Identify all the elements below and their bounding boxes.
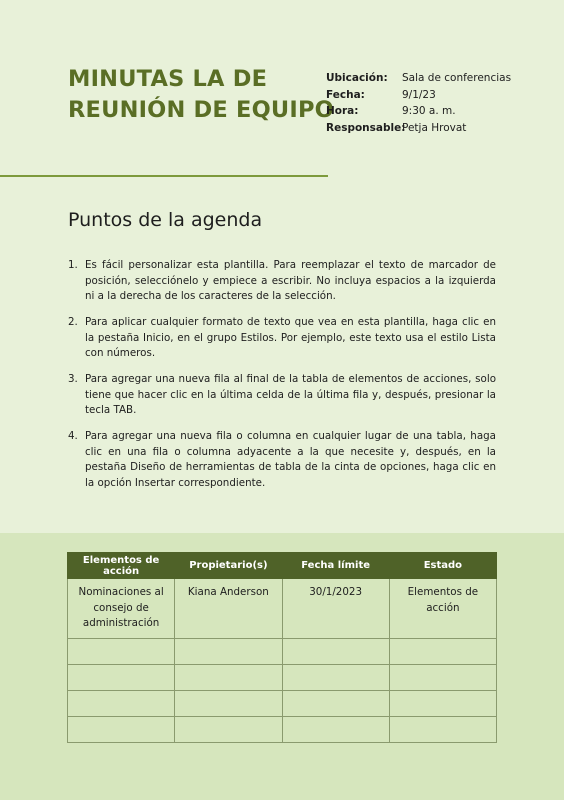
header-status: Estado [389,553,496,579]
table-cell[interactable] [282,638,389,664]
agenda-item [68,372,496,419]
table-cell[interactable] [68,690,175,716]
location-value: Sala de conferencias [402,72,512,84]
agenda-item-number: 1. [68,259,78,271]
header-divider [0,175,328,177]
meta-row-owner [326,120,526,137]
time-label: Hora: [326,105,359,117]
agenda-item [68,258,496,305]
agenda-heading: Puntos de la agenda [68,209,263,231]
page-title [68,64,334,126]
table-cell[interactable] [68,664,175,690]
action-items-table [67,552,497,743]
agenda-item [68,429,496,491]
meta-row-location [326,70,526,87]
agenda-item-text: Para agregar una nueva fila al final de la tabla de elementos de acciones, solo tiene que hacer clic en la última celda de la última fila y, después, presionar la tecla TAB. [85,373,496,416]
table-cell[interactable] [282,716,389,742]
table-cell[interactable] [175,690,282,716]
agenda-item-text: Es fácil personalizar esta plantilla. Para reemplazar el texto de marcador de posición, selecciónelo y empiece a escribir. No incluya espacios a la izquierda ni a la derecha de los caracteres de la selección. [85,259,496,302]
date-value: 9/1/23 [402,88,436,101]
owner-label: Responsable: [326,121,406,134]
title-line-1: MINUTAS LA DE [68,66,268,92]
table-cell[interactable] [282,664,389,690]
table-row [68,690,497,716]
table-cell[interactable]: Elementos de acción [389,579,496,639]
header-owners: Propietario(s) [175,553,282,579]
table-cell[interactable] [175,716,282,742]
location-label: Ubicación: [326,72,388,84]
table-cell[interactable] [389,690,496,716]
agenda-item-number: 4. [68,430,78,442]
agenda-item-text: Para agregar una nueva fila o columna en cualquier lugar de una tabla, haga clic en una fila o columna adyacente a la que necesite y, después, en la pestaña Diseño de herramientas de tabla de la cinta de opciones, haga clic en la opción Insertar correspondiente. [85,430,496,489]
table-cell[interactable]: 30/1/2023 [282,579,389,639]
header-action-items: Elementos de acción [68,553,175,579]
agenda-item [68,315,496,362]
table-row [68,716,497,742]
table-cell[interactable]: Kiana Anderson [175,579,282,639]
table-cell[interactable] [389,638,496,664]
table-cell[interactable] [389,716,496,742]
owner-value: Petja Hrovat [402,121,467,134]
table-row [68,579,497,639]
table-cell[interactable] [389,664,496,690]
table-row [68,638,497,664]
table-cell[interactable] [68,716,175,742]
header-deadline: Fecha límite [282,553,389,579]
time-value: 9:30 a. m. [402,105,456,117]
table-cell[interactable] [175,664,282,690]
table-cell[interactable] [282,690,389,716]
meta-row-date [326,87,526,104]
table-cell[interactable] [68,638,175,664]
table-cell[interactable] [175,638,282,664]
title-line-2: REUNIÓN DE EQUIPO [68,97,334,123]
agenda-item-number: 3. [68,373,78,385]
agenda-item-number: 2. [68,316,78,328]
meeting-details [326,70,526,136]
table-cell[interactable]: Nominaciones al consejo de administración [68,579,175,639]
agenda-list [68,258,496,502]
table-header-row [68,553,497,579]
date-label: Fecha: [326,88,365,101]
agenda-item-text: Para aplicar cualquier formato de texto que vea en esta plantilla, haga clic en la pestaña Inicio, en el grupo Estilos. Por ejemplo, este texto usa el estilo Lista con números. [85,316,496,359]
meta-row-time [326,103,526,120]
table-row [68,664,497,690]
